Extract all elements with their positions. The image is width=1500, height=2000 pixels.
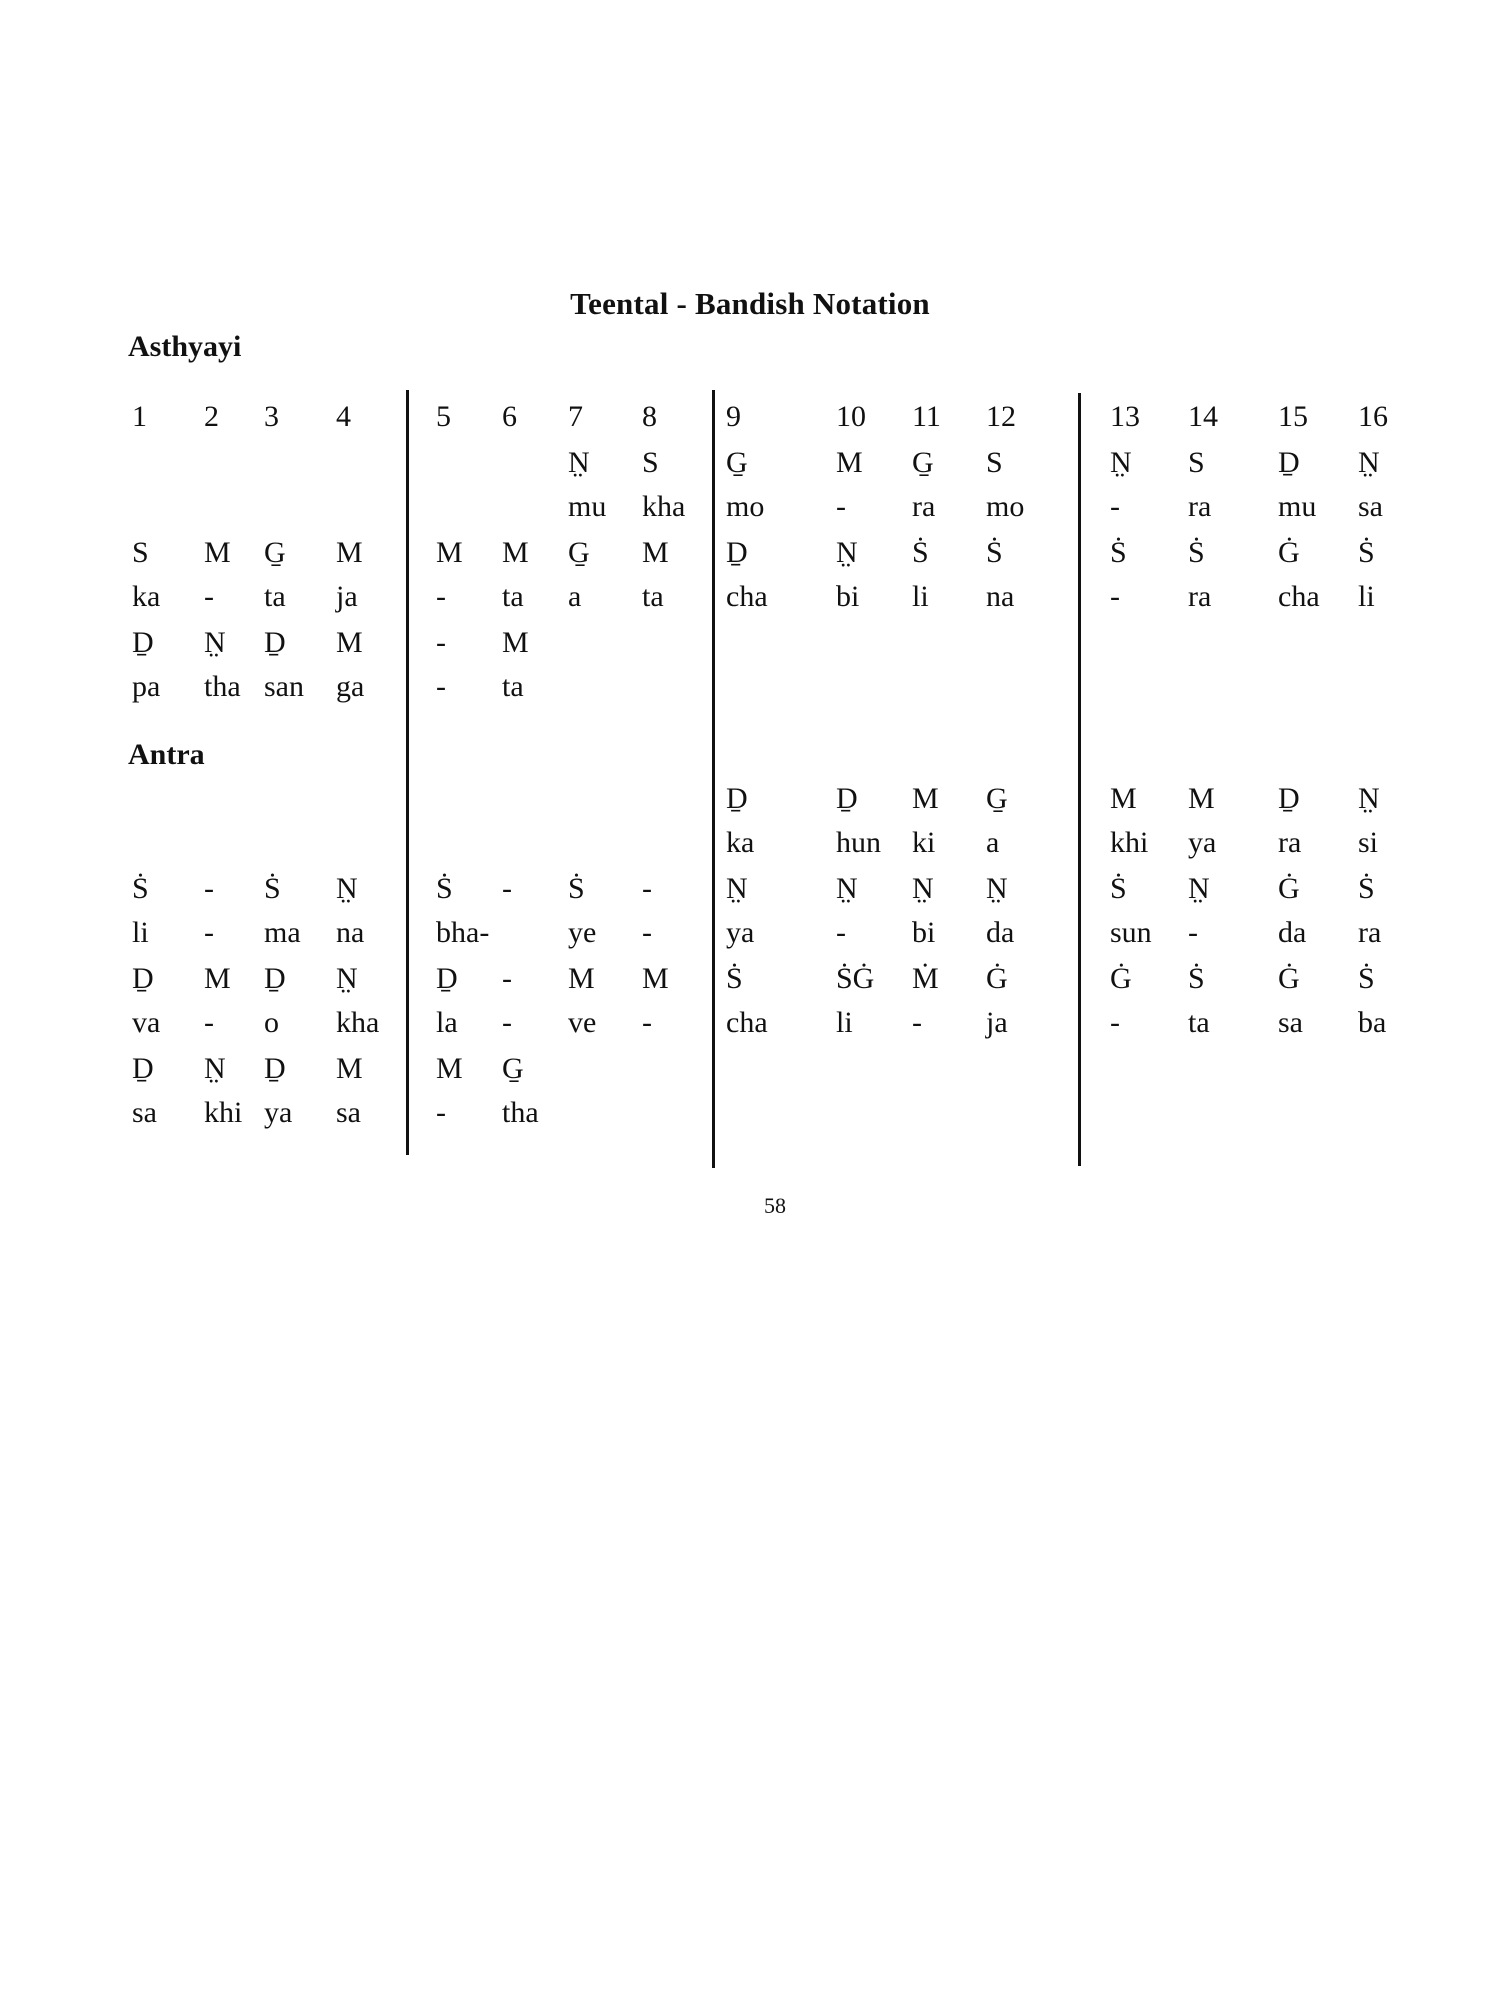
swara-cell: Ḏ xyxy=(436,962,458,995)
bol-cell: ka xyxy=(726,826,755,859)
swara-cell: M xyxy=(204,536,231,569)
bol-cell: ye xyxy=(568,916,597,949)
swara-cell: M xyxy=(436,536,463,569)
bol-cell: - xyxy=(204,916,214,949)
bol-cell: - xyxy=(642,916,652,949)
swara-cell: - xyxy=(204,872,214,905)
vibhag-divider-3 xyxy=(1078,393,1081,1166)
bol-cell: si xyxy=(1358,826,1379,859)
bol-cell: cha xyxy=(726,1006,768,1039)
swara-cell: S xyxy=(132,536,149,569)
beat-number-5: 5 xyxy=(436,400,451,433)
vibhag-divider-2 xyxy=(712,390,715,1168)
swara-cell: Ṡ xyxy=(1188,536,1205,569)
swara-cell: G̱ xyxy=(986,782,1008,815)
swara-cell: Ṁ xyxy=(912,962,939,995)
swara-cell: N̤ xyxy=(726,872,748,905)
page-number: 58 xyxy=(764,1193,786,1218)
swara-cell: N̤ xyxy=(986,872,1008,905)
bol-cell: li xyxy=(1358,580,1375,613)
swara-cell: Ġ xyxy=(1278,536,1300,569)
swara-cell: N̤ xyxy=(836,872,858,905)
bol-cell: tha xyxy=(204,670,241,703)
bol-cell: a xyxy=(568,580,582,613)
bol-cell: ra xyxy=(1278,826,1302,859)
swara-cell: N̤ xyxy=(1188,872,1210,905)
swara-cell: Ḏ xyxy=(726,782,748,815)
beat-number-12: 12 xyxy=(986,400,1016,433)
swara-cell: N̤ xyxy=(836,536,858,569)
section-heading-asthyayi: Asthyayi xyxy=(128,330,242,363)
bol-cell: - xyxy=(1110,1006,1120,1039)
bol-cell: bha- xyxy=(436,916,490,949)
swara-cell: Ḏ xyxy=(264,1052,286,1085)
bol-cell: ga xyxy=(336,670,365,703)
bol-cell: ja xyxy=(986,1006,1008,1039)
bol-cell: ya xyxy=(264,1096,293,1129)
swara-cell: Ḏ xyxy=(264,626,286,659)
swara-cell: N̤ xyxy=(1110,446,1132,479)
bol-cell: tha xyxy=(502,1096,539,1129)
beat-number-2: 2 xyxy=(204,400,219,433)
bol-cell: mo xyxy=(986,490,1025,523)
swara-cell: Ṡ xyxy=(1110,872,1127,905)
swara-cell: M xyxy=(204,962,231,995)
swara-cell: - xyxy=(502,962,512,995)
swara-cell: Ṡ xyxy=(132,872,149,905)
bol-cell: mu xyxy=(568,490,607,523)
beat-number-15: 15 xyxy=(1278,400,1308,433)
bol-cell: mu xyxy=(1278,490,1317,523)
bol-cell: - xyxy=(436,580,446,613)
swara-cell: M xyxy=(502,536,529,569)
bol-cell: - xyxy=(1110,490,1120,523)
bol-cell: sa xyxy=(1358,490,1383,523)
bol-cell: kha xyxy=(642,490,686,523)
bol-cell: sa xyxy=(336,1096,361,1129)
bol-cell: ta xyxy=(1188,1006,1210,1039)
beat-number-14: 14 xyxy=(1188,400,1218,433)
bol-cell: bi xyxy=(912,916,936,949)
beat-number-6: 6 xyxy=(502,400,517,433)
bol-cell: - xyxy=(912,1006,922,1039)
bol-cell: - xyxy=(204,580,214,613)
swara-cell: S xyxy=(986,446,1003,479)
swara-cell: M xyxy=(912,782,939,815)
swara-cell: Ġ xyxy=(1110,962,1132,995)
swara-cell: Ḏ xyxy=(726,536,748,569)
swara-cell: Ġ xyxy=(1278,872,1300,905)
swara-cell: Ḏ xyxy=(264,962,286,995)
bol-cell: ya xyxy=(726,916,755,949)
beat-number-13: 13 xyxy=(1110,400,1140,433)
beat-number-4: 4 xyxy=(336,400,351,433)
swara-cell: ṠĠ xyxy=(836,962,875,995)
bol-cell: sun xyxy=(1110,916,1152,949)
bol-cell: - xyxy=(436,1096,446,1129)
bol-cell: khi xyxy=(1110,826,1149,859)
bol-cell: ta xyxy=(264,580,286,613)
beat-number-16: 16 xyxy=(1358,400,1388,433)
bol-cell: - xyxy=(642,1006,652,1039)
bol-cell: va xyxy=(132,1006,161,1039)
bol-cell: ya xyxy=(1188,826,1217,859)
bol-cell: o xyxy=(264,1006,279,1039)
bol-cell: khi xyxy=(204,1096,243,1129)
swara-cell: N̤ xyxy=(336,962,358,995)
bol-cell: da xyxy=(986,916,1015,949)
swara-cell: M xyxy=(836,446,863,479)
bol-cell: bi xyxy=(836,580,860,613)
swara-cell: M xyxy=(436,1052,463,1085)
swara-cell: - xyxy=(642,872,652,905)
swara-cell: N̤ xyxy=(1358,446,1380,479)
swara-cell: Ḏ xyxy=(1278,782,1300,815)
swara-cell: N̤ xyxy=(336,872,358,905)
bol-cell: ra xyxy=(912,490,936,523)
bol-cell: li xyxy=(836,1006,853,1039)
bol-cell: san xyxy=(264,670,304,703)
bol-cell: - xyxy=(1110,580,1120,613)
bol-cell: ba xyxy=(1358,1006,1387,1039)
swara-cell: - xyxy=(502,872,512,905)
section-heading-antra: Antra xyxy=(128,738,205,771)
bol-cell: hun xyxy=(836,826,881,859)
swara-cell: S xyxy=(642,446,659,479)
bol-cell: ma xyxy=(264,916,301,949)
bol-cell: li xyxy=(912,580,929,613)
bol-cell: ki xyxy=(912,826,936,859)
swara-cell: N̤ xyxy=(912,872,934,905)
swara-cell: Ṡ xyxy=(1358,872,1375,905)
swara-cell: Ṡ xyxy=(726,962,743,995)
swara-cell: Ḏ xyxy=(132,962,154,995)
bol-cell: na xyxy=(986,580,1015,613)
bol-cell: mo xyxy=(726,490,765,523)
swara-cell: Ḏ xyxy=(836,782,858,815)
swara-cell: M xyxy=(642,962,669,995)
bol-cell: ve xyxy=(568,1006,597,1039)
swara-cell: M xyxy=(1110,782,1137,815)
swara-cell: M xyxy=(642,536,669,569)
swara-cell: M xyxy=(568,962,595,995)
swara-cell: Ḏ xyxy=(132,1052,154,1085)
bol-cell: ja xyxy=(336,580,358,613)
bol-cell: sa xyxy=(132,1096,157,1129)
swara-cell: M xyxy=(336,536,363,569)
bol-cell: - xyxy=(1188,916,1198,949)
bol-cell: cha xyxy=(1278,580,1320,613)
swara-cell: M xyxy=(502,626,529,659)
beat-number-9: 9 xyxy=(726,400,741,433)
bol-cell: ka xyxy=(132,580,161,613)
swara-cell: Ḏ xyxy=(1278,446,1300,479)
swara-cell: Ġ xyxy=(986,962,1008,995)
swara-cell: G̱ xyxy=(726,446,748,479)
swara-cell: M xyxy=(336,1052,363,1085)
swara-cell: G̱ xyxy=(264,536,286,569)
bol-cell: a xyxy=(986,826,1000,859)
swara-cell: Ġ xyxy=(1278,962,1300,995)
beat-number-3: 3 xyxy=(264,400,279,433)
swara-cell: N̤ xyxy=(568,446,590,479)
page-title: Teental - Bandish Notation xyxy=(570,286,930,321)
bol-cell: - xyxy=(502,1006,512,1039)
swara-cell: G̱ xyxy=(568,536,590,569)
bol-cell: kha xyxy=(336,1006,380,1039)
swara-cell: Ṡ xyxy=(1358,962,1375,995)
swara-cell: M xyxy=(1188,782,1215,815)
swara-cell: Ṡ xyxy=(1358,536,1375,569)
bol-cell: na xyxy=(336,916,365,949)
bol-cell: - xyxy=(836,916,846,949)
bol-cell: ta xyxy=(642,580,664,613)
swara-cell: G̱ xyxy=(912,446,934,479)
vibhag-divider-1 xyxy=(406,390,409,1155)
beat-number-11: 11 xyxy=(912,400,941,433)
bol-cell: li xyxy=(132,916,149,949)
beat-number-1: 1 xyxy=(132,400,147,433)
beat-number-7: 7 xyxy=(568,400,583,433)
swara-cell: - xyxy=(436,626,446,659)
swara-cell: Ṡ xyxy=(568,872,585,905)
bol-cell: - xyxy=(204,1006,214,1039)
bol-cell: ra xyxy=(1358,916,1382,949)
bol-cell: la xyxy=(436,1006,458,1039)
swara-cell: Ṡ xyxy=(1110,536,1127,569)
swara-cell: M xyxy=(336,626,363,659)
beat-number-10: 10 xyxy=(836,400,866,433)
swara-cell: S xyxy=(1188,446,1205,479)
swara-cell: Ṡ xyxy=(264,872,281,905)
bol-cell: ra xyxy=(1188,490,1212,523)
swara-cell: Ṡ xyxy=(1188,962,1205,995)
bol-cell: ta xyxy=(502,670,524,703)
bol-cell: sa xyxy=(1278,1006,1303,1039)
swara-cell: N̤ xyxy=(204,626,226,659)
swara-cell: Ṡ xyxy=(986,536,1003,569)
swara-cell: G̱ xyxy=(502,1052,524,1085)
swara-cell: Ṡ xyxy=(436,872,453,905)
bol-cell: - xyxy=(836,490,846,523)
beat-number-8: 8 xyxy=(642,400,657,433)
bol-cell: - xyxy=(436,670,446,703)
swara-cell: N̤ xyxy=(204,1052,226,1085)
bol-cell: ta xyxy=(502,580,524,613)
swara-cell: N̤ xyxy=(1358,782,1380,815)
swara-cell: Ḏ xyxy=(132,626,154,659)
bol-cell: pa xyxy=(132,670,161,703)
bol-cell: da xyxy=(1278,916,1307,949)
bol-cell: ra xyxy=(1188,580,1212,613)
bol-cell: cha xyxy=(726,580,768,613)
swara-cell: Ṡ xyxy=(912,536,929,569)
